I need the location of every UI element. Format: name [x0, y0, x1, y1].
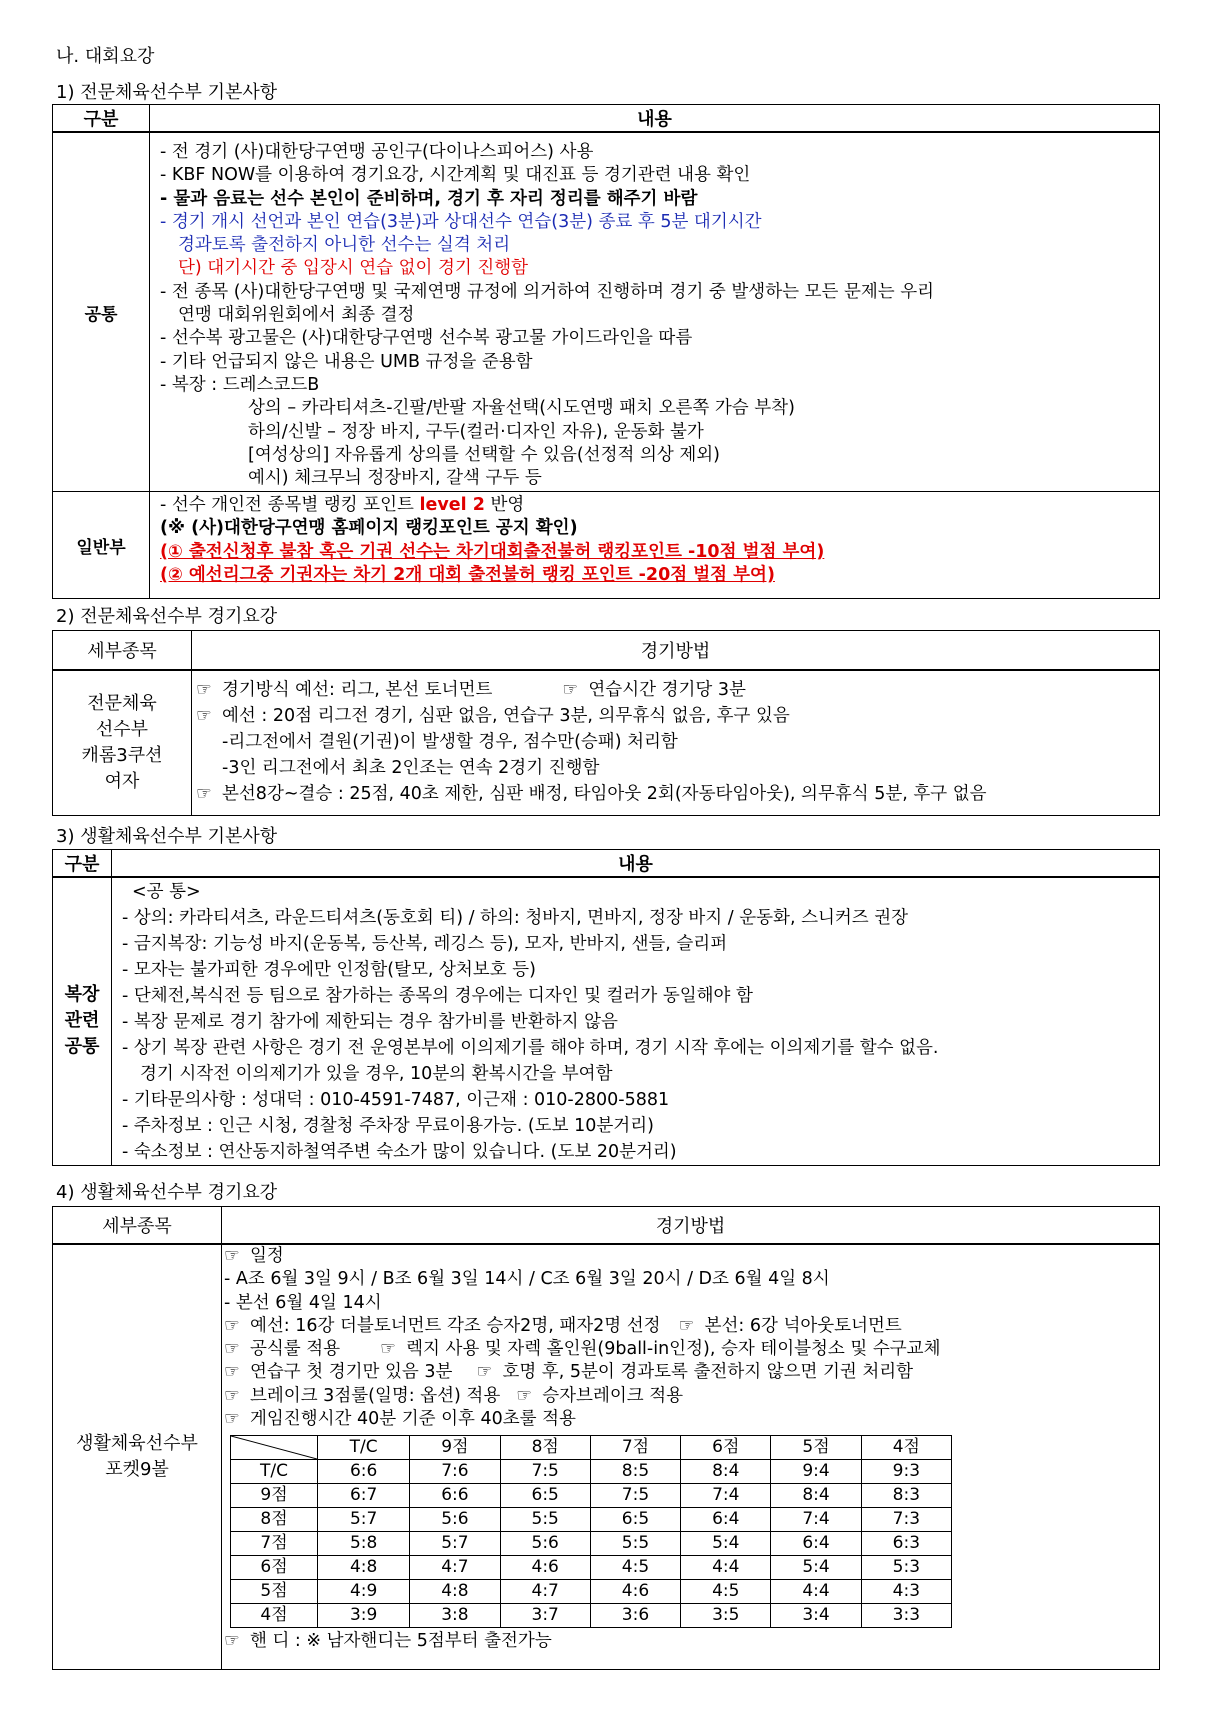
s1-col1: 구분: [53, 105, 150, 133]
s1-row-general-label: 일반부: [53, 492, 150, 599]
pointing-hand-icon: ☞: [678, 1315, 695, 1336]
s2-line: [196, 781, 1159, 807]
text: 본선: 6강 넉아웃토너먼트: [704, 1315, 902, 1336]
s4-line: [224, 1385, 1159, 1408]
handicap-cell: 6:4: [681, 1508, 771, 1532]
s4-line: [224, 1338, 1159, 1361]
handicap-cell: 4:8: [318, 1556, 410, 1580]
s1-row-common-content: [150, 132, 1160, 492]
handicap-cell: 3:7: [500, 1604, 590, 1628]
handicap-col-header: 8점: [500, 1436, 590, 1460]
pointing-hand-icon: ☞: [224, 1315, 240, 1336]
handicap-row: [231, 1484, 952, 1508]
pointing-hand-icon: ☞: [476, 1362, 493, 1383]
handicap-row: [231, 1460, 952, 1484]
handicap-cell: 4:7: [410, 1556, 500, 1580]
s1-col2: 내용: [150, 105, 1160, 133]
s1-line: - 복장 : 드레스코드B: [160, 374, 320, 395]
s4-heading: 4) 생활체육선수부 경기요강: [56, 1182, 278, 1203]
s2-content: [192, 670, 1160, 816]
s1-table: [52, 104, 1160, 599]
handicap-col-header: T/C: [318, 1436, 410, 1460]
handicap-cell: 4:4: [681, 1556, 771, 1580]
pointing-hand-icon: ☞: [196, 680, 212, 700]
handicap-cell: 7:4: [771, 1508, 861, 1532]
handicap-cell: 5:6: [410, 1508, 500, 1532]
text: 예선: 16강 더블토너먼트 각조 승자2명, 패자2명 선정: [250, 1315, 661, 1336]
handicap-row: [231, 1604, 952, 1628]
s1-line: - 물과 음료는 선수 본인이 준비하며, 경기 후 자리 정리를 해주기 바람: [160, 188, 698, 209]
s3-line: <공 통>: [132, 882, 201, 902]
handicap-cell: 5:8: [318, 1532, 410, 1556]
handicap-col-header: 9점: [410, 1436, 500, 1460]
handicap-cell: 9:4: [771, 1460, 861, 1484]
s3-col2: 내용: [112, 850, 1160, 878]
handicap-row: [231, 1532, 952, 1556]
handicap-cell: 7:5: [590, 1484, 680, 1508]
handicap-row-header: 4점: [231, 1604, 318, 1628]
handicap-table: [230, 1435, 952, 1628]
text: 연습구 첫 경기만 있음 3분: [250, 1362, 453, 1383]
s4-label-line: 포켓9볼: [105, 1459, 169, 1480]
handicap-cell: 5:4: [681, 1532, 771, 1556]
handicap-cell: 3:4: [771, 1604, 861, 1628]
pointing-hand-icon: ☞: [196, 706, 212, 726]
s2-col1: 세부종목: [53, 631, 192, 671]
text: 공식룰 적용: [250, 1339, 341, 1360]
s3-line: - 상기 복장 관련 사항은 경기 전 운영본부에 이의제기를 해야 하며, 경기 시작 후에는 이의제기를 할수 없음.: [122, 1038, 939, 1058]
pointing-hand-icon: ☞: [224, 1631, 240, 1652]
s4-line: [224, 1315, 1159, 1338]
s1-line: - 선수복 광고물은 (사)대한당구연맹 선수복 광고물 가이드라인을 따름: [160, 328, 693, 349]
handicap-cell: 5:5: [590, 1532, 680, 1556]
s1-line: 연맹 대회위원회에서 최종 결정: [178, 305, 415, 326]
handicap-cell: 5:6: [500, 1532, 590, 1556]
s2-line: [196, 703, 1159, 729]
handicap-cell: 3:8: [410, 1604, 500, 1628]
handicap-cell: 6:6: [410, 1484, 500, 1508]
handicap-row-header: 6점: [231, 1556, 318, 1580]
s2-label-line: 전문체육: [87, 693, 157, 714]
handicap-corner-cell: [231, 1436, 318, 1460]
s1-general-line1: [160, 494, 1159, 517]
handicap-row-header: 7점: [231, 1532, 318, 1556]
s1-row-general-content: [150, 492, 1160, 599]
s3-label-line: 관련: [64, 1010, 100, 1031]
text: 호명 후, 5분이 경과토록 출전하지 않으면 기권 처리함: [502, 1362, 914, 1383]
s4-col2: 경기방법: [222, 1207, 1160, 1245]
s4-line: [224, 1408, 1159, 1431]
handicap-row: [231, 1508, 952, 1532]
handicap-cell: 7:5: [500, 1460, 590, 1484]
s1-general-line2: (※ (사)대한당구연맹 홈페이지 랭킹포인트 공지 확인): [160, 518, 578, 539]
handicap-cell: 4:5: [681, 1580, 771, 1604]
handicap-cell: 8:3: [861, 1484, 951, 1508]
s3-line: - 단체전,복식전 등 팀으로 참가하는 종목의 경우에는 디자인 및 컬러가 동일해야 함: [122, 986, 753, 1006]
s4-content: [222, 1244, 1160, 1670]
s3-label-line: 복장: [64, 984, 100, 1005]
handicap-cell: 3:6: [590, 1604, 680, 1628]
handicap-row-header: T/C: [231, 1460, 318, 1484]
handicap-cell: 4:3: [861, 1580, 951, 1604]
handicap-cell: 6:4: [771, 1532, 861, 1556]
handicap-cell: 9:3: [861, 1460, 951, 1484]
s3-body: [52, 876, 1160, 1166]
handicap-col-header: 4점: [861, 1436, 951, 1460]
pointing-hand-icon: ☞: [224, 1362, 240, 1383]
s2-label-line: 캐롬3쿠션: [81, 745, 163, 766]
s3-line: - 기타문의사항 : 성대덕 : 010-4591-7487, 이근재 : 010-2800-5881: [122, 1090, 670, 1110]
handicap-cell: 4:7: [500, 1580, 590, 1604]
handicap-cell: 3:3: [861, 1604, 951, 1628]
s1-line: - 전 경기 (사)대한당구연맹 공인구(다이나스피어스) 사용: [160, 142, 594, 162]
s4-category: [53, 1244, 222, 1670]
pointing-hand-icon: ☞: [224, 1246, 240, 1266]
s2-line: -리그전에서 결원(기권)이 발생할 경우, 점수만(승패) 처리함: [222, 732, 678, 752]
s1-general-line4: (② 예선리그중 기권자는 차기 2개 대회 출전불허 랭킹 포인트 -20점 벌점 부여): [160, 564, 775, 585]
s2-label-line: 여자: [104, 771, 140, 792]
handicap-cell: 4:8: [410, 1580, 500, 1604]
handicap-row: [231, 1556, 952, 1580]
s3-line: - 숙소정보 : 연산동지하철역주변 숙소가 많이 있습니다. (도보 20분거리): [122, 1142, 677, 1162]
s2-line: -3인 리그전에서 최초 2인조는 연속 2경기 진행함: [222, 758, 600, 778]
s4-line: - A조 6월 3일 9시 / B조 6월 3일 14시 / C조 6월 3일 20시 / D조 6월 4일 8시: [224, 1269, 830, 1290]
handicap-cell: 4:9: [318, 1580, 410, 1604]
handicap-row: [231, 1580, 952, 1604]
pointing-hand-icon: ☞: [562, 680, 579, 700]
s1-line: 예시) 체크무늬 정장바지, 갈색 구두 등: [248, 468, 542, 489]
pointing-hand-icon: ☞: [224, 1409, 240, 1430]
s1-line: 경과토록 출전하지 아니한 선수는 실격 처리: [178, 235, 511, 256]
s1-heading: 1) 전문체육선수부 기본사항: [56, 82, 278, 103]
text: 승자브레이크 적용: [542, 1385, 684, 1406]
s3-table: [52, 849, 1160, 878]
s3-content: [112, 877, 1160, 1166]
handicap-cell: 4:4: [771, 1580, 861, 1604]
s2-line: [196, 677, 1159, 703]
handicap-cell: 6:6: [318, 1460, 410, 1484]
handicap-cell: 6:5: [500, 1484, 590, 1508]
text: 일정: [250, 1246, 284, 1266]
handicap-cell: 4:5: [590, 1556, 680, 1580]
pointing-hand-icon: ☞: [516, 1385, 532, 1406]
handicap-cell: 5:7: [318, 1508, 410, 1532]
s1-line: 하의/신발 – 정장 바지, 구두(컬러·디자인 자유), 운동화 불가: [248, 421, 704, 442]
pointing-hand-icon: ☞: [196, 784, 212, 804]
handicap-cell: 5:4: [771, 1556, 861, 1580]
s2-table: [52, 630, 1160, 816]
s4-line: [224, 1245, 1159, 1268]
s1-line: [여성상의] 자유롭게 상의를 선택할 수 있음(선정적 의상 제외): [248, 444, 720, 465]
text: 예선 : 20점 리그전 경기, 심판 없음, 연습구 3분, 의무휴식 없음, 후구 있음: [222, 706, 790, 726]
s4-table: [52, 1206, 1160, 1670]
handicap-cell: 6:3: [861, 1532, 951, 1556]
text: 반영: [484, 495, 525, 515]
s4-col1: 세부종목: [53, 1207, 222, 1245]
handicap-cell: 5:3: [861, 1556, 951, 1580]
s4-line: [224, 1630, 1159, 1653]
s2-heading: 2) 전문체육선수부 경기요강: [56, 606, 278, 627]
s1-line: - 기타 언급되지 않은 내용은 UMB 규정을 준용함: [160, 351, 533, 372]
text: - 선수 개인전 종목별 랭킹 포인트: [160, 495, 420, 515]
s3-line: - 금지복장: 기능성 바지(운동복, 등산복, 레깅스 등), 모자, 반바지, 샌들, 슬리퍼: [122, 934, 728, 954]
section-title: 나. 대회요강: [56, 46, 155, 67]
text: 핸 디 : ※ 남자핸디는 5점부터 출전가능: [250, 1631, 552, 1652]
s4-line: - 본선 6월 4일 14시: [224, 1292, 382, 1313]
text: 브레이크 3점룰(일명: 옵션) 적용: [250, 1385, 501, 1406]
text: 경기방식 예선: 리그, 본선 토너먼트: [222, 680, 493, 700]
s2-label-line: 선수부: [95, 719, 149, 740]
pointing-hand-icon: ☞: [224, 1385, 240, 1406]
handicap-cell: 4:6: [500, 1556, 590, 1580]
handicap-cell: 6:7: [318, 1484, 410, 1508]
s2-category: [53, 670, 192, 816]
handicap-cell: 7:4: [681, 1484, 771, 1508]
handicap-cell: 7:3: [861, 1508, 951, 1532]
handicap-row-header: 8점: [231, 1508, 318, 1532]
handicap-cell: 6:5: [590, 1508, 680, 1532]
s1-line: - 경기 개시 선언과 본인 연습(3분)과 상대선수 연습(3분) 종료 후 5분 대기시간: [160, 211, 762, 232]
s3-line: - 주차정보 : 인근 시청, 경찰청 주차장 무료이용가능. (도보 10분거리): [122, 1116, 654, 1136]
handicap-header-row: [231, 1436, 952, 1460]
level-highlight: level 2: [419, 495, 485, 515]
handicap-cell: 3:5: [681, 1604, 771, 1628]
pointing-hand-icon: ☞: [380, 1339, 396, 1360]
handicap-col-header: 7점: [590, 1436, 680, 1460]
handicap-cell: 8:4: [771, 1484, 861, 1508]
s1-row-common-label: 공통: [53, 132, 150, 492]
handicap-cell: 4:6: [590, 1580, 680, 1604]
s3-label-line: 공통: [64, 1036, 100, 1057]
diagonal-line: [231, 1436, 317, 1459]
handicap-row-header: 9점: [231, 1484, 318, 1508]
s3-category: [53, 877, 112, 1166]
s4-line: [224, 1361, 1159, 1384]
text: 연습시간 경기당 3분: [588, 680, 746, 700]
s1-line: - 전 종목 (사)대한당구연맹 및 국제연맹 규정에 의거하여 진행하며 경기 중 발생하는 모든 문제는 우리: [160, 281, 935, 302]
handicap-cell: 3:9: [318, 1604, 410, 1628]
text: 게임진행시간 40분 기준 이후 40초룰 적용: [250, 1409, 576, 1430]
handicap-col-header: 5점: [771, 1436, 861, 1460]
s2-col2: 경기방법: [192, 631, 1160, 671]
s3-line: - 복장 문제로 경기 참가에 제한되는 경우 참가비를 반환하지 않음: [122, 1012, 618, 1032]
handicap-cell: 8:5: [590, 1460, 680, 1484]
s3-col1: 구분: [53, 850, 112, 878]
s3-line: - 상의: 카라티셔츠, 라운드티셔츠(동호회 티) / 하의: 청바지, 면바지, 정장 바지 / 운동화, 스니커즈 권장: [122, 908, 909, 928]
s3-line: - 모자는 불가피한 경우에만 인정함(탈모, 상처보호 등): [122, 960, 536, 980]
text: 렉지 사용 및 자렉 홀인원(9ball-in인정), 승자 테이블청소 및 수구교체: [406, 1339, 941, 1360]
handicap-col-header: 6점: [681, 1436, 771, 1460]
handicap-cell: 5:7: [410, 1532, 500, 1556]
handicap-row-header: 5점: [231, 1580, 318, 1604]
s1-line: - KBF NOW를 이용하여 경기요강, 시간계획 및 대진표 등 경기관련 내용 확인: [160, 165, 751, 186]
s3-heading: 3) 생활체육선수부 기본사항: [56, 826, 278, 847]
s3-line: 경기 시작전 이의제기가 있을 경우, 10분의 환복시간을 부여함: [140, 1064, 613, 1084]
handicap-cell: 8:4: [681, 1460, 771, 1484]
s1-line: 상의 – 카라티셔츠-긴팔/반팔 자율선택(시도연맹 패치 오른쪽 가슴 부착): [248, 398, 795, 419]
s1-general-line3: (① 출전신청후 불참 혹은 기권 선수는 차기대회출전불허 랭킹포인트 -10점 벌점 부여): [160, 541, 825, 562]
handicap-cell: 7:6: [410, 1460, 500, 1484]
text: 본선8강~결승 : 25점, 40초 제한, 심판 배정, 타임아웃 2회(자동타임아웃), 의무휴식 5분, 후구 없음: [222, 784, 987, 804]
s4-label-line: 생활체육선수부: [76, 1433, 198, 1454]
pointing-hand-icon: ☞: [224, 1339, 240, 1360]
handicap-cell: 5:5: [500, 1508, 590, 1532]
s1-line: 단) 대기시간 중 입장시 연습 없이 경기 진행함: [178, 258, 529, 279]
